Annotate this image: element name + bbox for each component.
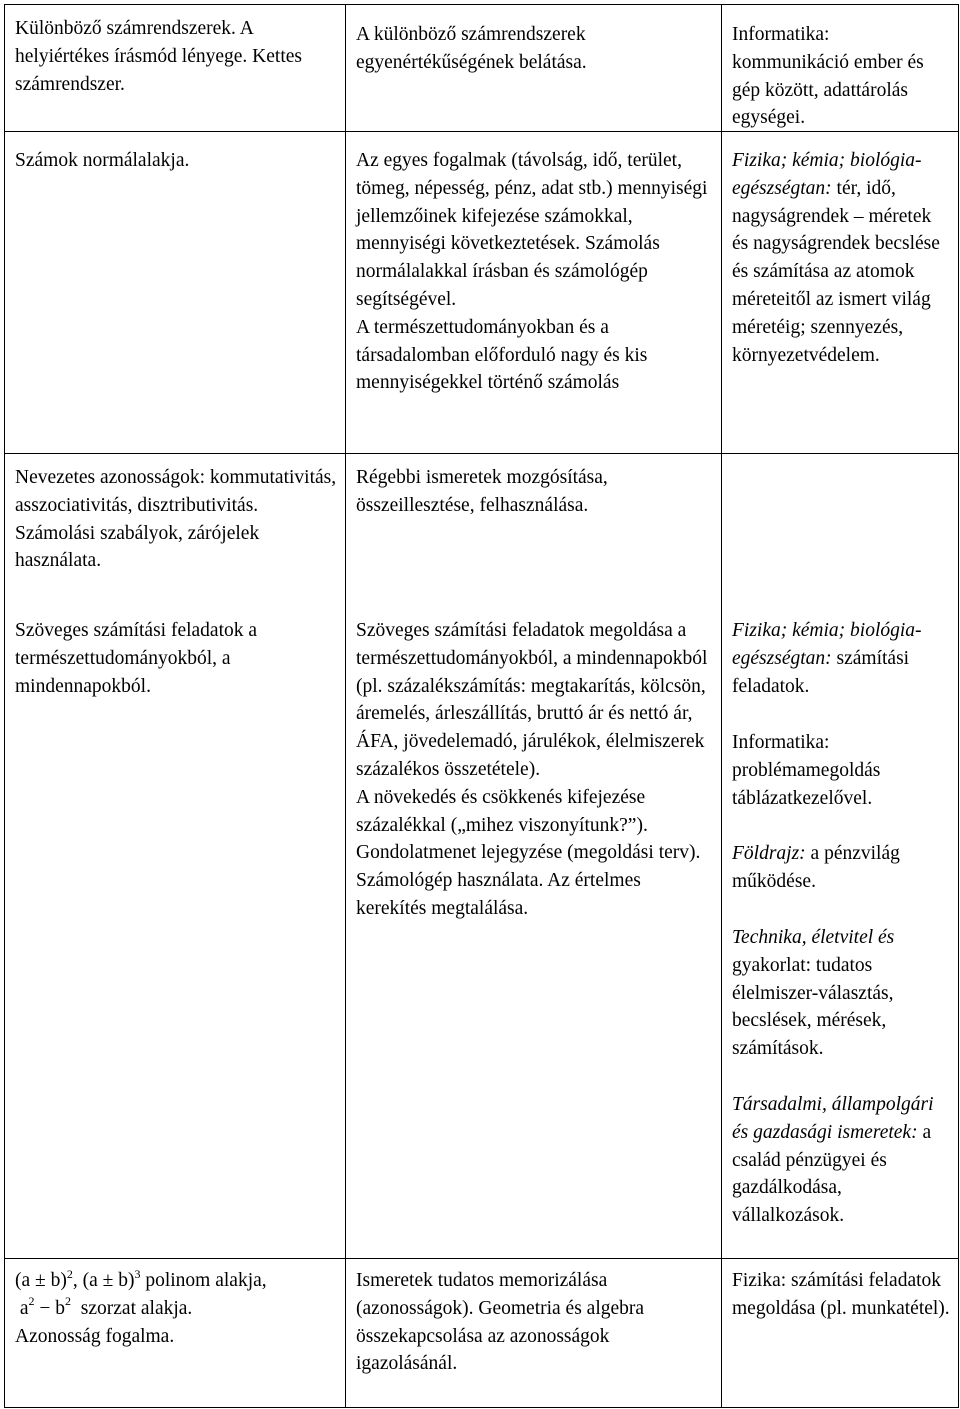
- link-text: Informatika: kommunikáció ember és gép között, adattárolás egységei.: [732, 24, 924, 129]
- formula-block: [15, 1267, 337, 1350]
- topics-cell: [5, 1259, 346, 1408]
- goal-block: [356, 147, 713, 397]
- link-text: Technika, életvitel és gyakorlat: tudatos élelmiszer-választás, becslések, mérések, számítások.: [732, 927, 895, 1060]
- topic-text: Szöveges számítási feladatok a természettudományokból, a mindennapokból.: [15, 620, 258, 697]
- goals-cell: [346, 132, 722, 454]
- topic-text: Számok normálalakja.: [15, 150, 190, 171]
- link-text: Informatika: problémamegoldás táblázatkezelővel.: [732, 732, 881, 809]
- goals-cell: [346, 454, 722, 1259]
- topic-text: Nevezetes azonosságok: kommutativitás, asszociativitás, disztributivitás. Számolási szabályok, zárójelek használata.: [15, 467, 337, 572]
- link-text: Fizika: számítási feladatok megoldása (pl. munkatétel).: [732, 1270, 950, 1319]
- formula-line: $a^2 - b^2$ szorzat alakja.: [19, 1294, 193, 1319]
- topics-cell: [5, 454, 346, 1259]
- goals-cell: [346, 5, 722, 132]
- links-cell: [722, 132, 959, 454]
- goal-text: A különböző számrendszerek egyenértékűségének belátása.: [356, 24, 587, 73]
- table-row: [5, 1259, 959, 1408]
- goal-text: Régebbi ismeretek mozgósítása, összeillesztése, felhasználása.: [356, 467, 608, 516]
- goal-text: A növekedés és csökkenés kifejezése százalékkal („mihez viszonyítunk?”). Gondolatmenet lejegyzése (megoldási terv). Számológép használata. Az értelmes kerekítés megtalálása.: [356, 786, 701, 919]
- goals-cell: [346, 1259, 722, 1408]
- table-row: [5, 132, 959, 454]
- table-row: [5, 5, 959, 132]
- links-cell: [722, 1259, 959, 1408]
- topics-cell: [5, 132, 346, 454]
- topic-text: Azonosság fogalma.: [15, 1325, 175, 1347]
- goal-text: A természettudományokban és a társadalomban előforduló nagy és kis mennyiségekkel történő számolás: [356, 316, 648, 394]
- goal-text: Az egyes fogalmak (távolság, idő, terület, tömeg, népesség, pénz, adat stb.) mennyiségi jellemzőinek kifejezése számokkal, mennyiségi következtetések. Számolás normálalakkal írásban és számológép segítségével.: [356, 150, 708, 310]
- goal-text: Ismeretek tudatos memorizálása (azonosságok). Geometria és algebra összekapcsolása az azonosságok igazolásánál.: [356, 1270, 645, 1375]
- link-text: Földrajz: a pénzvilág működése.: [732, 843, 900, 892]
- formula-line: $(a \pm b)^2$, $(a \pm b)^3$ polinom alakja,: [15, 1266, 267, 1291]
- link-text: Fizika; kémia; biológia-egészségtan: számítási feladatok.: [732, 620, 922, 697]
- link-text: Társadalmi, állampolgári és gazdasági ismeretek: a család pénzügyei és gazdálkodása, vállalkozások.: [732, 1094, 934, 1227]
- topic-text: Különböző számrendszerek. A helyiértékes írásmód lényege. Kettes számrendszer.: [15, 18, 302, 95]
- link-text: Fizika; kémia; biológia-egészségtan: tér, idő, nagyságrendek – méretek és nagyságrendek becslése és számítása az atomok méreteitől az ismert világ méretéig; szennyezés, környezetvédelem.: [732, 150, 940, 366]
- links-cell: [722, 5, 959, 132]
- goal-text: Szöveges számítási feladatok megoldása a természettudományokból, a mindennapokból (pl. százalékszámítás: megtakarítás, kölcsön, áremelés, árleszállítás, bruttó ár és nettó ár, ÁFA, jövedelemadó, járulékok, élelmiszerek százalékos összetétele).: [356, 620, 708, 780]
- curriculum-table: [4, 4, 959, 1408]
- topics-cell: [5, 5, 346, 132]
- links-cell: [722, 454, 959, 1259]
- table-row: [5, 454, 959, 1259]
- goal-block: [356, 617, 713, 923]
